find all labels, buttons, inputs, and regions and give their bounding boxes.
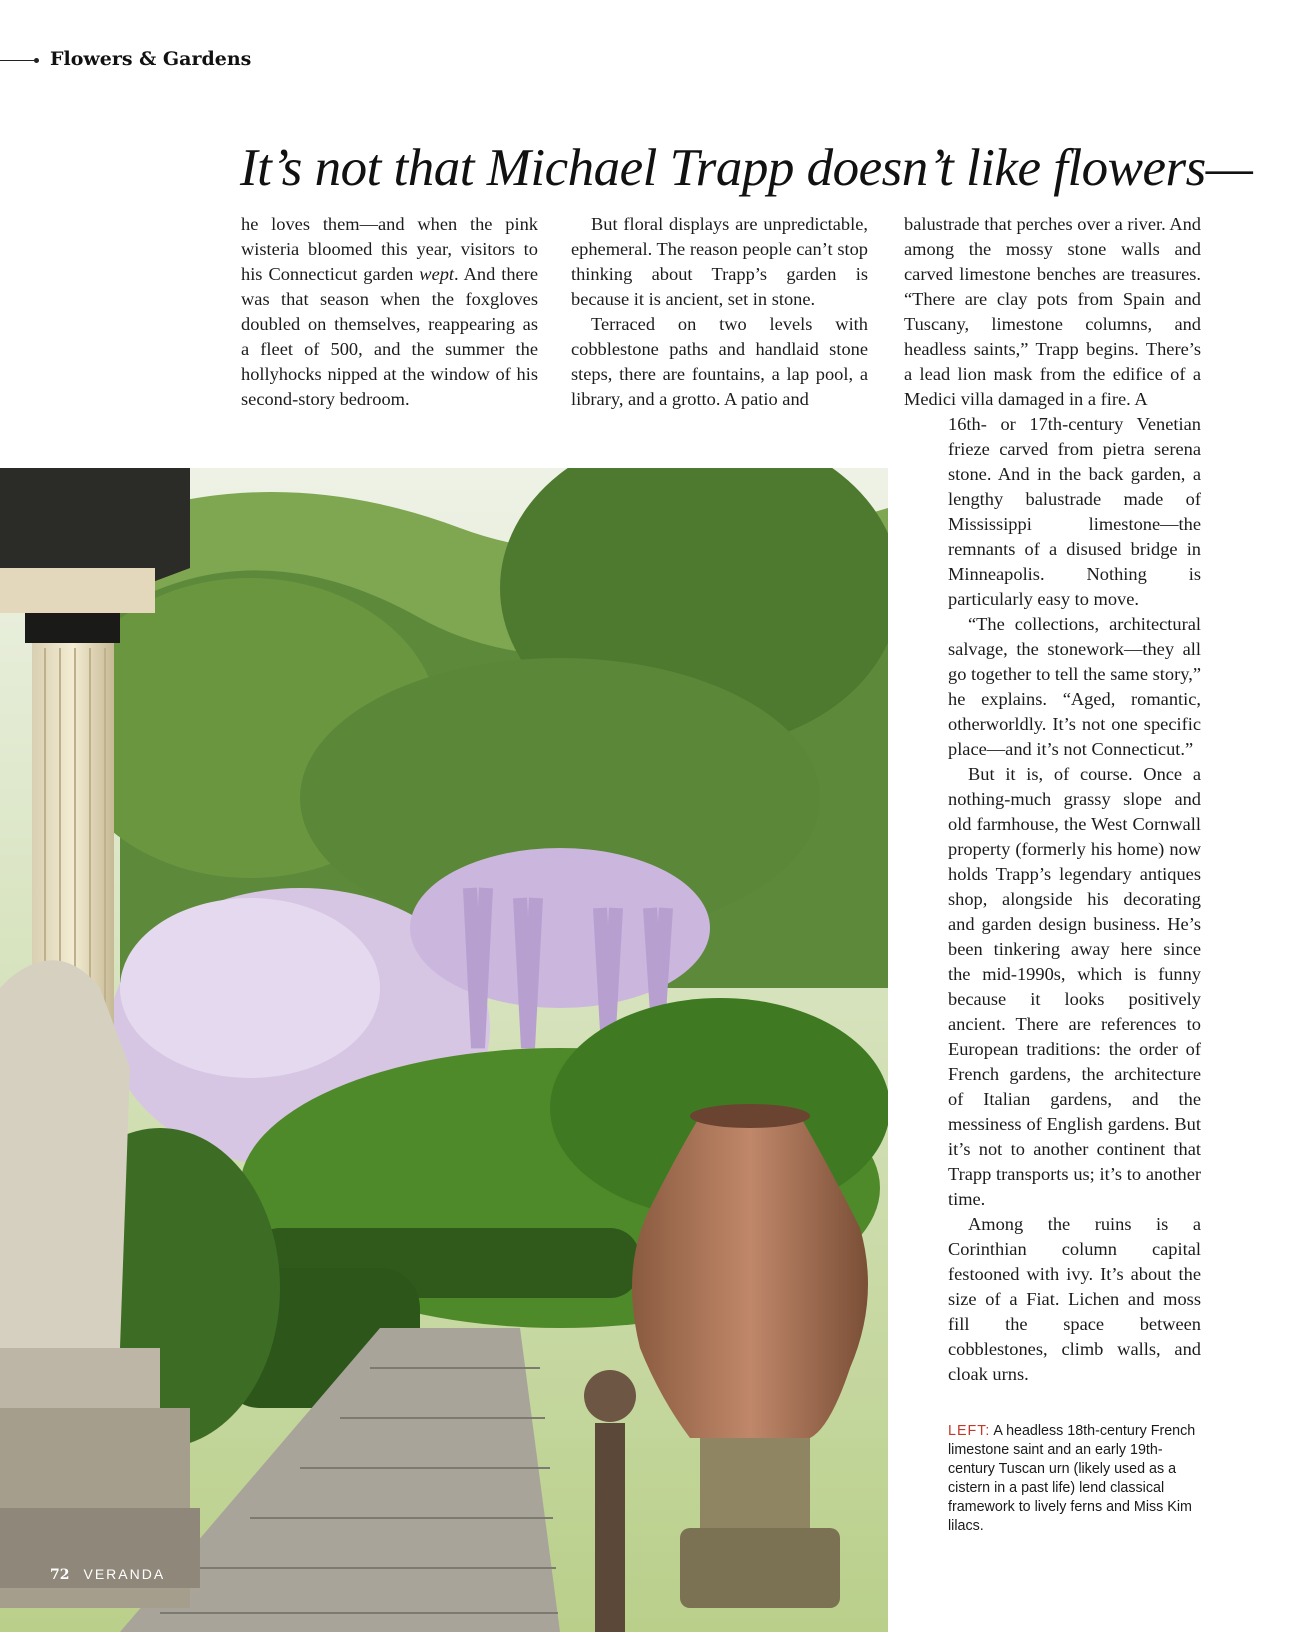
section-label: Flowers & Gardens	[50, 48, 252, 70]
paragraph: But floral displays are unpredictable, ephemeral. The reason people can’t stop thinking about Trapp’s garden is because it is ancient, set in stone.	[571, 214, 868, 309]
section-dot	[34, 58, 39, 63]
caption-text: A headless 18th-century French limestone saint and an early 19th-century Tuscan urn (likely used as a cistern in a past life) lend classical framework to lively ferns and Miss Kim lilacs.	[948, 1423, 1196, 1534]
text-run: he loves them—and when the pink wisteria bloomed this year, visitors to his Connecticut garden	[241, 214, 538, 284]
paragraph: 16th- or 17th-century Venetian frieze carved from pietra serena stone. And in the back garden, a lengthy balustrade made of Mississippi limestone—the remnants of a disused bridge in Minneapolis. Nothing is particularly easy to move.	[948, 414, 1201, 609]
text-run: . And there was that season when the foxgloves doubled on themselves, reappearing as a fleet of 500, and the summer the hollyhocks nipped at the window of his second-story bedroom.	[241, 264, 538, 409]
headline: It’s not that Michael Trapp doesn’t like flowers—	[240, 139, 1253, 197]
garden-photo	[0, 468, 888, 1632]
photo-caption	[948, 1422, 1198, 1536]
page-number: 72	[50, 1567, 70, 1583]
paragraph: “The collections, architectural salvage, the stonework—they all go together to tell the same story,” he explains. “Aged, romantic, otherworldly. It’s not one specific place—and it’s not Connecticut.”	[948, 614, 1201, 759]
magazine-name: VERANDA	[83, 1566, 166, 1582]
folio	[50, 1566, 165, 1583]
body-column-3	[904, 212, 1201, 412]
paragraph	[241, 212, 538, 412]
section-rule	[0, 60, 36, 61]
body-column-2	[571, 212, 868, 412]
body-column-1	[241, 212, 538, 412]
body-column-4	[948, 412, 1201, 1387]
emphasis: wept	[419, 264, 455, 284]
paragraph: Terraced on two levels with cobblestone paths and handlaid stone steps, there are fountains, a lap pool, a library, and a grotto. A patio and	[571, 314, 868, 409]
caption-lead: LEFT:	[948, 1423, 991, 1439]
paragraph: But it is, of course. Once a nothing-much grassy slope and old farmhouse, the West Cornwall property (formerly his home) now holds Trapp’s legendary antiques shop, alongside his decorating and garden design business. He’s been tinkering away here since the mid-1990s, which is funny because it looks positively ancient. There are references to European traditions: the order of French gardens, the architecture of Italian gardens, and the messiness of English gardens. But it’s not to another continent that Trapp transports us; it’s to another time.	[948, 764, 1201, 1209]
paragraph: balustrade that perches over a river. And among the mossy stone walls and carved limestone benches are treasures. “There are clay pots from Spain and Tuscany, limestone columns, and headless saints,” Trapp begins. There’s a lead lion mask from the edifice of a Medici villa damaged in a fire. A	[904, 214, 1201, 409]
paragraph: Among the ruins is a Corinthian column capital festooned with ivy. It’s about the size of a Fiat. Lichen and moss fill the space between cobblestones, climb walls, and cloak urns.	[948, 1214, 1201, 1384]
